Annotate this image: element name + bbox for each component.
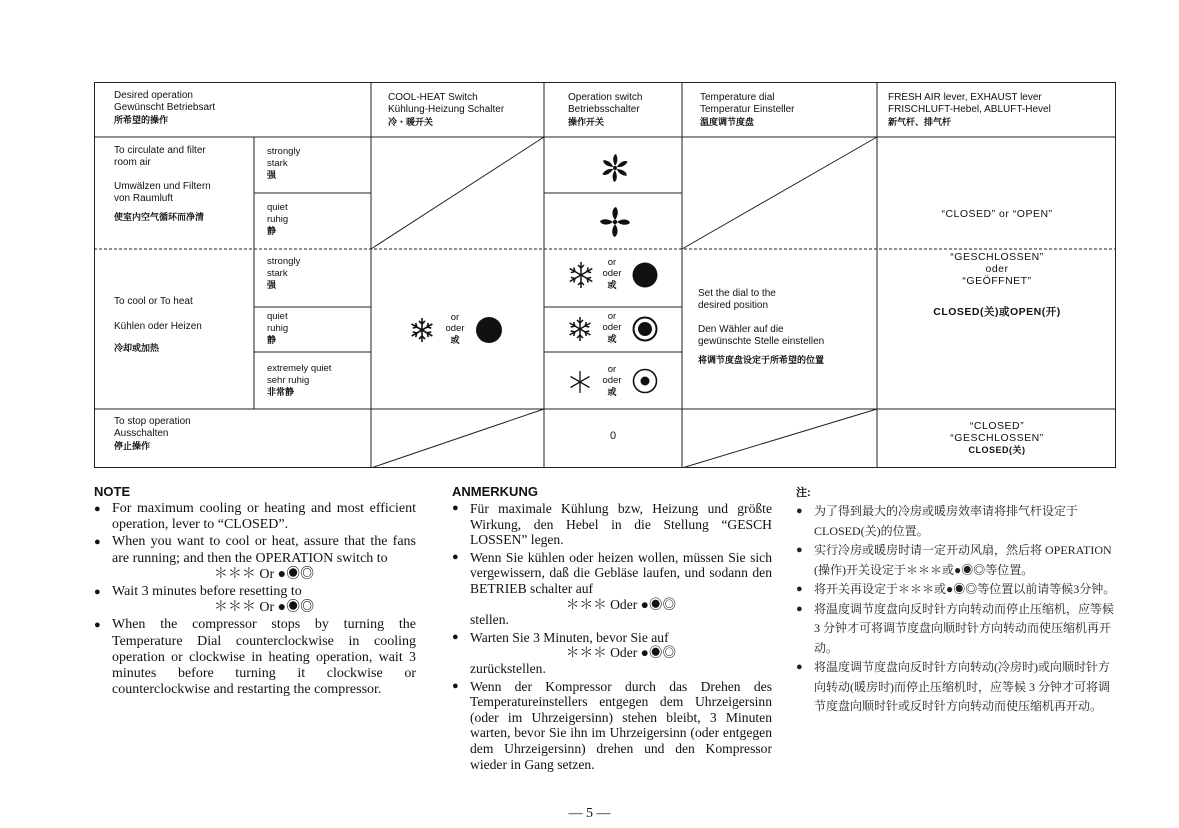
- speed-quiet-circulate: quiet ruhig 静: [267, 202, 289, 236]
- snowflake-icon: [408, 316, 436, 344]
- fresh-air-en: “CLOSED” or “OPEN”: [941, 208, 1053, 220]
- asterisk-icon: [568, 370, 592, 394]
- note-item: ● When the compressor stops by turning the Temperature Dial counterclockwise in cooling operation or clockwise in heating operation, wait 3 minutes before turning it clockwise or counterclockwise and restarting the compressor.: [94, 617, 416, 698]
- filled-dot-icon: [474, 315, 504, 345]
- speed-quiet-coolheat: quiet ruhig 静: [267, 311, 289, 345]
- note-english: [94, 484, 416, 699]
- header-fresh-air-lever: FRESH AIR lever, EXHAUST lever FRISCHLUFT-Hebel, ABLUFT-Hevel 新气杆、排气杆: [888, 92, 1051, 127]
- filled-dot-icon: [631, 261, 659, 289]
- header-operation-switch: Operation switch Betriebsschalter 操作开关: [568, 92, 643, 127]
- fresh-air-cn: CLOSED(关)或OPEN(开): [933, 306, 1061, 318]
- note-item: ● 将温度调节度盘向反时针方向转动(冷房时)或向顺时针方向转动(暖房时)而停止压缩机时，应等候 3 分钟才可将调节度盘向顺时针或反时针方向转动而使压缩机再开动。: [796, 658, 1118, 717]
- note-item: ● Warten Sie 3 Minuten, bevor Sie auf ＊＊＊ Oder ●◉◎ zurückstellen.: [452, 630, 772, 677]
- snowflake-icon: [566, 260, 596, 290]
- row-label-coolheat: To cool or To heat Kühlen oder Heizen 冷却或加热: [114, 296, 202, 353]
- note-item: ● Wait 3 minutes before resetting to ＊＊＊ Or ●◉◎: [94, 584, 416, 616]
- note-chinese: [796, 484, 1118, 717]
- note-item: ● Wenn der Kompressor durch das Drehen des Temperatureinstellers entgegen dem Uhrzeigersinn (oder im Uhrzeigersinn) stehen bleibt, 3 Minuten warten, bevor Sie ihn im Uhrzeigersinn (oder entgegen dem Uhrzeigersinn) drehen und den Kompressor wieder in Gang setzen.: [452, 679, 772, 773]
- header-coolheat-switch: COOL-HEAT Switch Kühlung-Heizung Schalter 冷・暖开关: [388, 92, 505, 127]
- note-item: ● Für maximale Kühlung bzw, Heizung und größte Wirkung, den Hebel in die Stellung “GESCH LOSSEN” legen.: [452, 501, 772, 548]
- speed-strongly-coolheat: strongly stark 强: [267, 256, 301, 290]
- note-item: ● 为了得到最大的冷房或暖房效率请将排气杆设定于CLOSED(关)的位置。: [796, 502, 1118, 541]
- note-item: ● When you want to cool or heat, assure that the fans are running; and then the OPERATION switch to ＊＊＊ Or ●◉◎: [94, 534, 416, 583]
- operation-off-value: 0: [609, 430, 617, 442]
- circled-dot-icon: [632, 368, 658, 394]
- header-desired: Desired operation Gewünscht Betriebsart 所希望的操作: [114, 90, 216, 125]
- note-title: ANMERKUNG: [452, 484, 538, 499]
- note-german: [452, 484, 772, 774]
- note-item: ● 实行冷房或暖房时请一定开动风扇，然后将 OPERATION (操作)开关设定于＊＊＊或●◉◎等位置。: [796, 541, 1118, 580]
- note-title: 注:: [796, 487, 811, 499]
- snowflake-icon: [566, 315, 594, 343]
- row-label-circulate: To circulate and filter room air Umwälzen und Filtern von Raumluft 使室内空气循环而净清: [114, 145, 211, 222]
- operation-table: [94, 82, 1116, 468]
- dial-instruction: Set the dial to the desired position Den Wähler auf die gewünschte Stelle einstellen 将调节度盘设定于所希望的位置: [698, 288, 825, 365]
- fresh-air-de: “GESCHLOSSEN” oder “GEÖFFNET”: [950, 251, 1044, 287]
- or-oder-label: or oder 或: [602, 257, 622, 290]
- or-oder-label: or oder 或: [445, 312, 465, 345]
- or-oder-label: or oder 或: [602, 364, 622, 397]
- page-number: — 5 —: [568, 806, 611, 821]
- or-oder-label: or oder 或: [602, 311, 622, 344]
- ringed-dot-icon: [632, 316, 658, 342]
- speed-extremely-quiet-coolheat: extremely quiet sehr ruhig 非常静: [267, 363, 332, 397]
- note-item: ● 将温度调节度盘向反时针方向转动而停止压缩机，应等候 3 分钟才可将调节度盘向顺时针方向转动而使压缩机再开动。: [796, 600, 1118, 659]
- note-title: NOTE: [94, 484, 131, 499]
- speed-strongly-circulate: strongly stark 强: [267, 146, 301, 180]
- note-item: ● 将开关再设定于＊＊＊或●◉◎等位置以前请等候3分钟。: [796, 580, 1118, 600]
- fan-quiet-icon: [598, 205, 632, 239]
- note-item: ● Wenn Sie kühlen oder heizen wollen, müssen Sie sich vergewissern, daß die Gebläse laufen, und sodann den BETRIEB schalter auf ＊＊＊ Oder ●◉◎ stellen.: [452, 550, 772, 628]
- note-item: ● For maximum cooling or heating and most efficient operation, lever to “CLOSED”.: [94, 501, 416, 533]
- fan-strong-icon: [599, 152, 631, 184]
- header-temperature-dial: Temperature dial Temperatur Einsteller 温度调节度盘: [700, 92, 795, 127]
- row-label-stop: To stop operation Ausschalten 停止操作: [114, 416, 191, 451]
- fresh-air-stop: “CLOSED” “GESCHLOSSEN” CLOSED(关): [950, 420, 1044, 455]
